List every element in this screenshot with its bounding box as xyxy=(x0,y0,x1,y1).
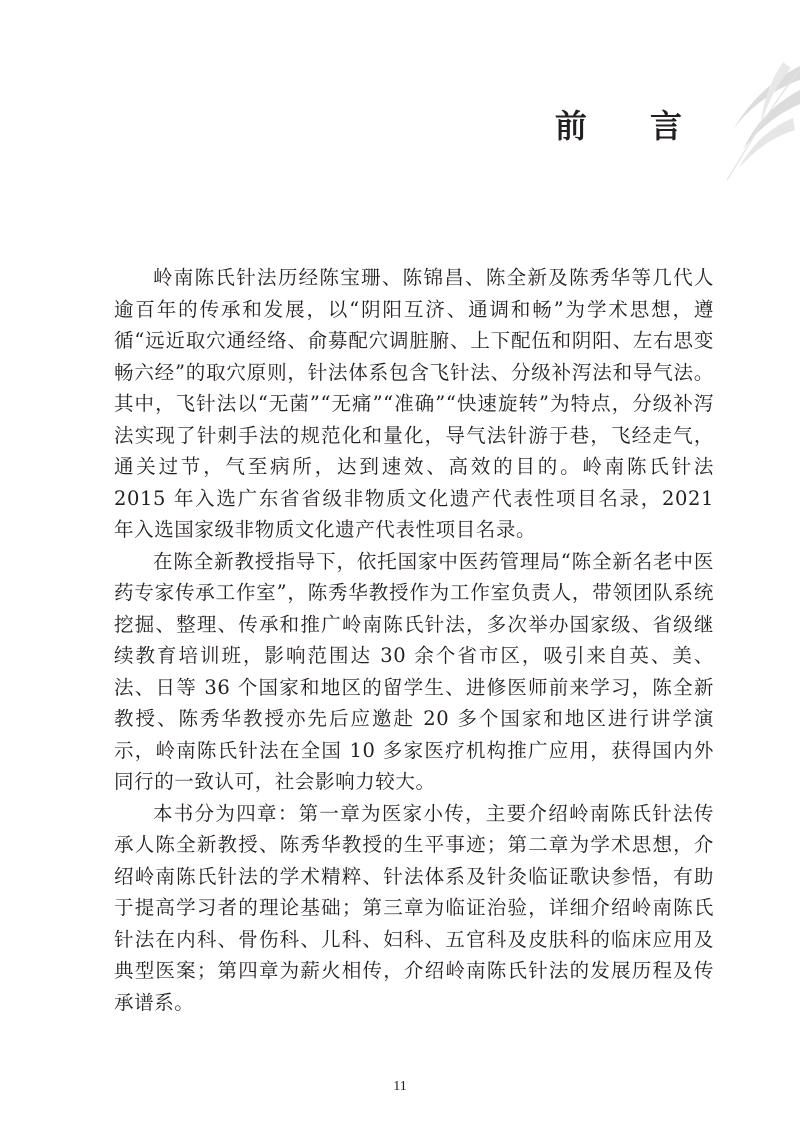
preface-body xyxy=(114,262,714,1018)
page-title: 前 言 xyxy=(554,107,708,145)
paragraph-1: 岭南陈氏针法历经陈宝珊、陈锦昌、陈全新及陈秀华等几代人逾百年的传承和发展，以“阴阳互济、通调和畅”为学术思想，遵循“远近取穴通经络、俞募配穴调脏腑、上下配伍和阴阳、左右思变畅六经”的取穴原则，针法体系包含飞针法、分级补泻法和导气法。其中，飞针法以“无菌”“无痛”“准确”“快速旋转”为特点，分级补泻法实现了针刺手法的规范化和量化，导气法针游于巷，飞经走气，通关过节，气至病所，达到速效、高效的目的。岭南陈氏针法 2015 年入选广东省省级非物质文化遗产代表性项目名录，2021 年入选国家级非物质文化遗产代表性项目名录。 xyxy=(114,266,714,541)
page-number: 11 xyxy=(393,1079,407,1094)
paragraph-3: 本书分为四章：第一章为医家小传，主要介绍岭南陈氏针法传承人陈全新教授、陈秀华教授的生平事迹；第二章为学术思想，介绍岭南陈氏针法的学术精粹、针法体系及针灸临证歌诀参悟，有助于提高学习者的理论基础；第三章为临证治验，详细介绍岭南陈氏针法在内科、骨伤科、儿科、妇科、五官科及皮肤科的临床应用及典型医案；第四章为薪火相传，介绍岭南陈氏针法的发展历程及传承谱系。 xyxy=(114,801,714,1014)
bamboo-leaf-icon xyxy=(705,60,800,185)
paragraph-2: 在陈全新教授指导下，依托国家中医药管理局“陈全新名老中医药专家传承工作室”，陈秀华教授作为工作室负责人，带领团队系统挖掘、整理、传承和推广岭南陈氏针法，多次举办国家级、省级继续教育培训班，影响范围达 30 余个省市区，吸引来自英、美、法、日等 36 个国家和地区的留学生、进修医师前来学习，陈全新教授、陈秀华教授亦先后应邀赴 20 多个国家和地区进行讲学演示，岭南陈氏针法在全国 10 多家医疗机构推广应用，获得国内外同行的一致认可，社会影响力较大。 xyxy=(114,549,714,793)
